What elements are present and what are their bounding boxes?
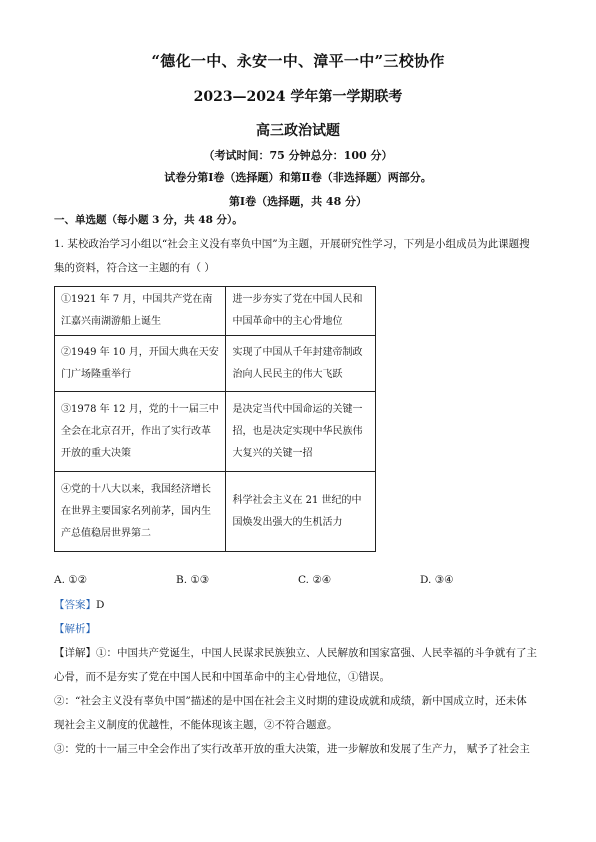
question-stem-line1: 1. 某校政治学习小组以“社会主义没有辜负中国”为主题，开展研究性学习，下列是小组成员为此课题搜 [54,238,530,250]
analysis-line-1 [54,646,537,660]
cell-text: 科学社会主义在 21 世纪的中 [232,494,362,506]
cell-text: 实现了中国从千年封建帝制政 [232,346,363,358]
table-cell-significance [226,392,376,472]
paper-structure-info: 试卷分第Ⅰ卷（选择题）和第Ⅱ卷（非选择题）两部分。 [164,171,432,184]
choice-c[interactable]: C. ②④ [298,574,332,586]
volume-one-heading: 第Ⅰ卷（选择题，共 48 分） [228,195,368,208]
cell-text: 进一步夯实了党在中国人民和 [232,294,363,305]
choice-b[interactable]: B. ①③ [176,574,210,586]
table-row [55,336,376,392]
choice-d[interactable]: D. ③④ [420,574,454,586]
analysis-label: 【解析】 [54,623,96,635]
analysis-line-3: ②：“社会主义没有辜负中国”描述的是中国在社会主义时期的建设成就和成绩，新中国成立时，还未体 [54,695,527,707]
cell-text: 是决定当代中国命运的关键一 [232,403,363,415]
table-cell-event [55,392,226,472]
exam-title-line1: “德化一中、永安一中、漳平一中”三校协作 [151,52,445,70]
cell-text: ②1949 年 10 月，开国大典在天安 [61,346,219,358]
detail-label: 【详解】 [54,647,96,659]
section-heading: 一、单选题（每小题 3 分，共 48 分）。 [54,214,243,226]
exam-subject-title: 高三政治试题 [256,123,340,139]
analysis-line-4: 现社会主义制度的优越性，不能体现该主题，②不符合题意。 [54,719,338,731]
cell-text: 在世界主要国家名列前茅，国内生 [61,505,211,517]
table-cell-significance [226,472,376,552]
analysis-line-5: ③：党的十一届三中全会作出了实行改革开放的重大决策，进一步解放和发展了生产力， 赋予了社会主 [54,743,530,755]
answer-label: 【答案】 [54,599,96,611]
table-row [55,472,376,552]
cell-text: 全会在北京召开，作出了实行改革 [61,425,211,437]
table-row [55,287,376,336]
cell-text: 治向人民民主的伟大飞跃 [232,368,343,380]
cell-text: 开放的重大决策 [61,447,131,459]
table-cell-event [55,472,226,552]
analysis-line-2: 心骨，而不是夯实了党在中国人民和中国革命中的主心骨地位，①错误。 [54,671,390,683]
table-cell-significance [226,336,376,392]
cell-text: 招，也是决定实现中华民族伟 [232,425,363,437]
exam-time-info: （考试时间：75 分钟总分：100 分） [203,149,393,162]
cell-text: ③1978 年 12 月，党的十一届三中 [61,403,219,415]
table-cell-event [55,287,226,336]
material-table [54,286,376,552]
cell-text: 国焕发出强大的生机活力 [232,516,343,528]
cell-text: ④党的十八大以来，我国经济增长 [61,483,211,495]
answer-line [54,598,104,612]
exam-title-line2: 2023—2024 学年第一学期联考 [193,89,403,105]
cell-text: ①1921 年 7 月，中国共产党在南 [61,294,213,305]
cell-text: 产总值稳居世界第二 [61,527,151,539]
table-row [55,392,376,472]
table-cell-event [55,336,226,392]
cell-text: 中国革命中的主心骨地位 [232,316,343,327]
analysis-text: ①：中国共产党诞生，中国人民谋求民族独立、人民解放和国家富强、人民幸福的斗争就有了主 [96,647,537,659]
choice-a[interactable]: A. ①② [54,574,88,586]
table-cell-significance [226,287,376,336]
cell-text: 江嘉兴南湖游船上诞生 [61,316,161,327]
answer-value: D [96,599,105,611]
question-stem-line2: 集的资料，符合这一主题的有（ ） [54,262,215,274]
cell-text: 门广场隆重举行 [61,368,131,380]
cell-text: 大复兴的关键一招 [232,447,313,459]
